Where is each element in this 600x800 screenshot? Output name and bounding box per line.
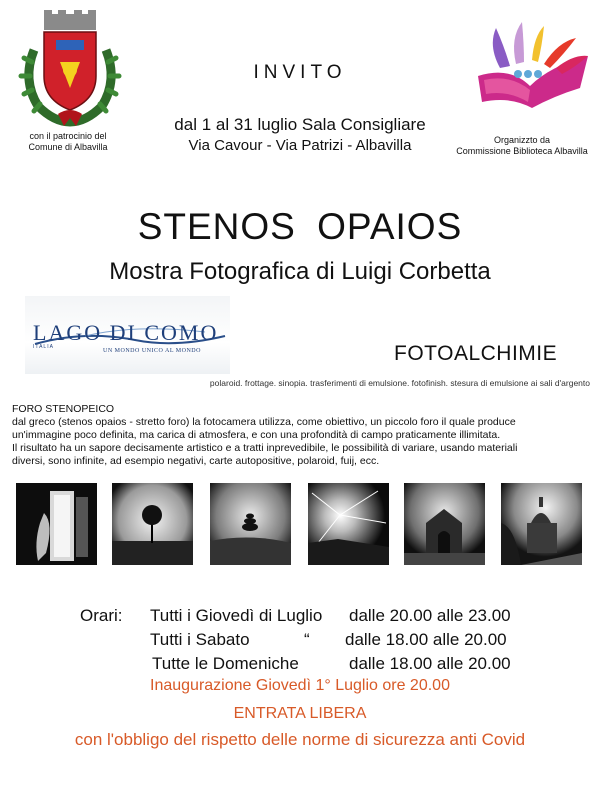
schedule-time: dalle 18.00 alle 20.00 <box>345 630 507 649</box>
techniques-list: polaroid. frottage. sinopia. trasferimenti di emulsione. fotofinish. stesura di emulsione ai sali d'argento <box>209 378 590 388</box>
organizer-line-2: Commissione Biblioteca Albavilla <box>456 146 588 156</box>
schedule-time: dalle 18.00 alle 20.00 <box>349 654 511 673</box>
exhibition-subtitle: Mostra Fotografica di Luigi Corbetta <box>109 258 491 285</box>
foro-line: diversi, sono infinite, ad esempio negativi, carte autopositive, polaroid, fuij, ecc. <box>12 455 380 467</box>
organizer-line-1: Organizzto da <box>493 135 551 145</box>
lago-logo-tagline: UN MONDO UNICO AL MONDO <box>103 348 201 354</box>
photo-cathedral <box>501 483 582 565</box>
foro-line: dal greco (stenos opaios - stretto foro) la fotocamera utilizza, come obiettivo, un piccolo foro il quale produce <box>12 416 516 428</box>
photo-sunburst <box>308 483 389 565</box>
hours-label: Orari: <box>80 606 123 625</box>
schedule-day: Tutte le Domeniche <box>152 654 299 673</box>
exhibition-title: STENOS OPAIOS <box>137 206 463 247</box>
photo-tree <box>112 483 193 565</box>
schedule-time: dalle 20.00 alle 23.00 <box>349 606 511 625</box>
exhibition-address: Via Cavour - Via Patrizi - Albavilla <box>188 137 412 154</box>
inauguration-notice: Inaugurazione Giovedì 1° Luglio ore 20.00 <box>150 677 450 694</box>
schedule-ditto: “ <box>304 630 310 649</box>
lago-logo-small: ITALIA <box>33 344 54 350</box>
schedule-day: Tutti i Sabato <box>150 630 250 649</box>
albavilla-crest <box>14 10 126 128</box>
photo-doorway <box>16 483 97 565</box>
foro-line: un'immagine poco definita, ma carica di atmosfera, e con una profondità di campo praticamente illimitata. <box>12 429 501 441</box>
foro-stenopeico-title: FORO STENOPEICO <box>12 403 115 415</box>
covid-rules-notice: con l'obbligo del rispetto delle norme di sicurezza anti Covid <box>74 730 526 749</box>
organizer-text <box>446 135 598 157</box>
library-commission-logo <box>470 16 592 114</box>
foro-stenopeico-text <box>12 416 596 468</box>
invito-heading: INVITO <box>253 62 347 83</box>
schedule-day: Tutti i Giovedì di Luglio <box>150 606 323 625</box>
patron-line-2: Comune di Albavilla <box>28 142 108 152</box>
fotoalchimie-heading: FOTOALCHIMIE <box>394 342 558 365</box>
photo-stones <box>210 483 291 565</box>
photo-church <box>404 483 485 565</box>
free-entry-notice: ENTRATA LIBERA <box>233 705 367 722</box>
foro-line: Il risultato ha un sapore decisamente artistico e a tratti inprevedibile, le possibilità di variare, usando materiali <box>12 442 518 454</box>
patron-line-1: con il patrocinio del <box>29 131 107 141</box>
lago-logo-main: LAGO DI COMO <box>33 320 219 345</box>
exhibition-dates: dal 1 al 31 luglio Sala Consigliare <box>174 115 426 134</box>
lago-di-como-logo <box>25 296 230 374</box>
patronage-text <box>8 131 128 153</box>
